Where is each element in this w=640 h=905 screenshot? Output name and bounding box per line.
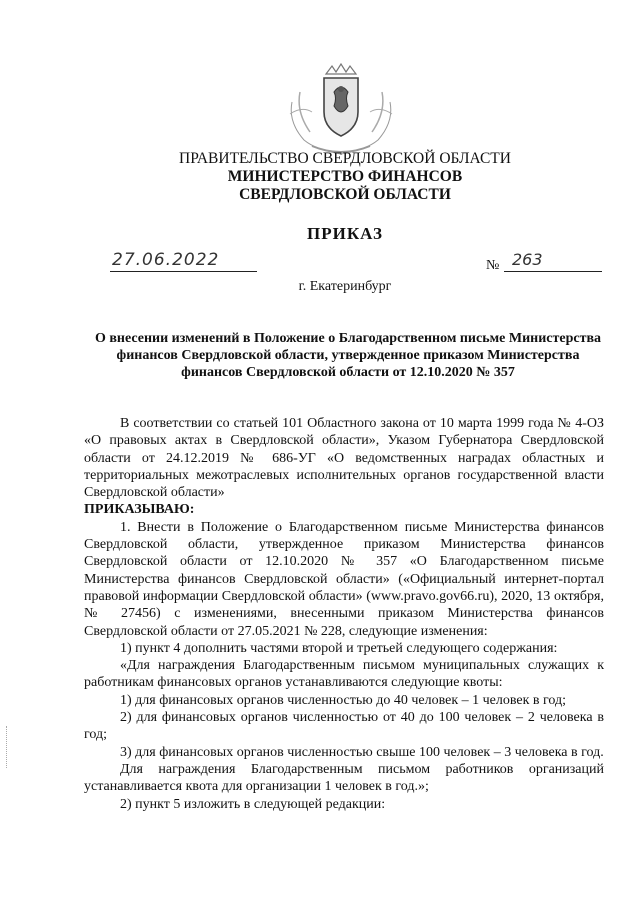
paragraph: 1. Внести в Положение о Благодарственном письме Министерства финансов Свердловской области, утвержденное приказом Министерства финансов Свердловской области от 12.10.2020 № 357 «О Благодарственном письме Министерства финансов Свердловской области» («Официальный интернет-портал правовой информации Свердловской области» (www.pravo.gov66.ru), 2020, 13 октября, № 27456) с изменениями, внесенными приказом Министерства финансов Свердловской области от 27.05.2021 № 228, следующие изменения:	[84, 519, 604, 639]
paragraph: Для награждения Благодарственным письмом работников организаций устанавливается квота для организации 1 человек в год.»;	[84, 761, 604, 795]
order-keyword: ПРИКАЗЫВАЮ:	[84, 502, 195, 518]
document-title: О внесении изменений в Положение о Благодарственном письме Министерства финансов Свердловской области, утвержденное приказом Министерства финансов Свердловской области от 12.10.2020 № 357	[94, 331, 602, 380]
paragraph: 3) для финансовых органов численностью свыше 100 человек – 3 человека в год.	[120, 744, 604, 760]
city: г. Екатеринбург	[298, 279, 392, 294]
ministry-name: МИНИСТЕРСТВО ФИНАНСОВ	[227, 168, 463, 185]
paragraph: 2) пункт 5 изложить в следующей редакции:	[120, 796, 386, 812]
paragraph: 1) пункт 4 дополнить частями второй и третьей следующего содержания:	[120, 640, 558, 656]
number-label: №	[486, 258, 500, 273]
preamble-paragraph: В соответствии со статьей 101 Областного закона от 10 марта 1999 года № 4-ОЗ «О правовых актах в Свердловской области», Указом Губернатора Свердловской области от 24.12.2019 № 686-УГ «О ведомственных наградах областных и территориальных межотраслевых исполнительных органов государственной власти Свердловской области»	[84, 416, 604, 501]
order-date: 27.06.2022	[112, 250, 220, 270]
number-underline	[504, 271, 602, 272]
document-body	[84, 415, 604, 813]
region-name: СВЕРДЛОВСКОЙ ОБЛАСТИ	[239, 186, 451, 203]
document-type: ПРИКАЗ	[307, 224, 383, 243]
margin-mark	[6, 726, 9, 768]
coat-of-arms-icon	[282, 62, 400, 158]
government-name: ПРАВИТЕЛЬСТВО СВЕРДЛОВСКОЙ ОБЛАСТИ	[179, 150, 511, 167]
paragraph: «Для награждения Благодарственным письмом муниципальных служащих к работникам финансовых органов устанавливаются следующие квоты:	[84, 658, 604, 691]
paragraph: 1) для финансовых органов численностью до 40 человек – 1 человек в год;	[120, 692, 567, 708]
paragraph: 2) для финансовых органов численностью от 40 до 100 человек – 2 человека в год;	[84, 710, 604, 743]
order-number: 263	[512, 250, 543, 269]
date-underline	[110, 271, 257, 272]
